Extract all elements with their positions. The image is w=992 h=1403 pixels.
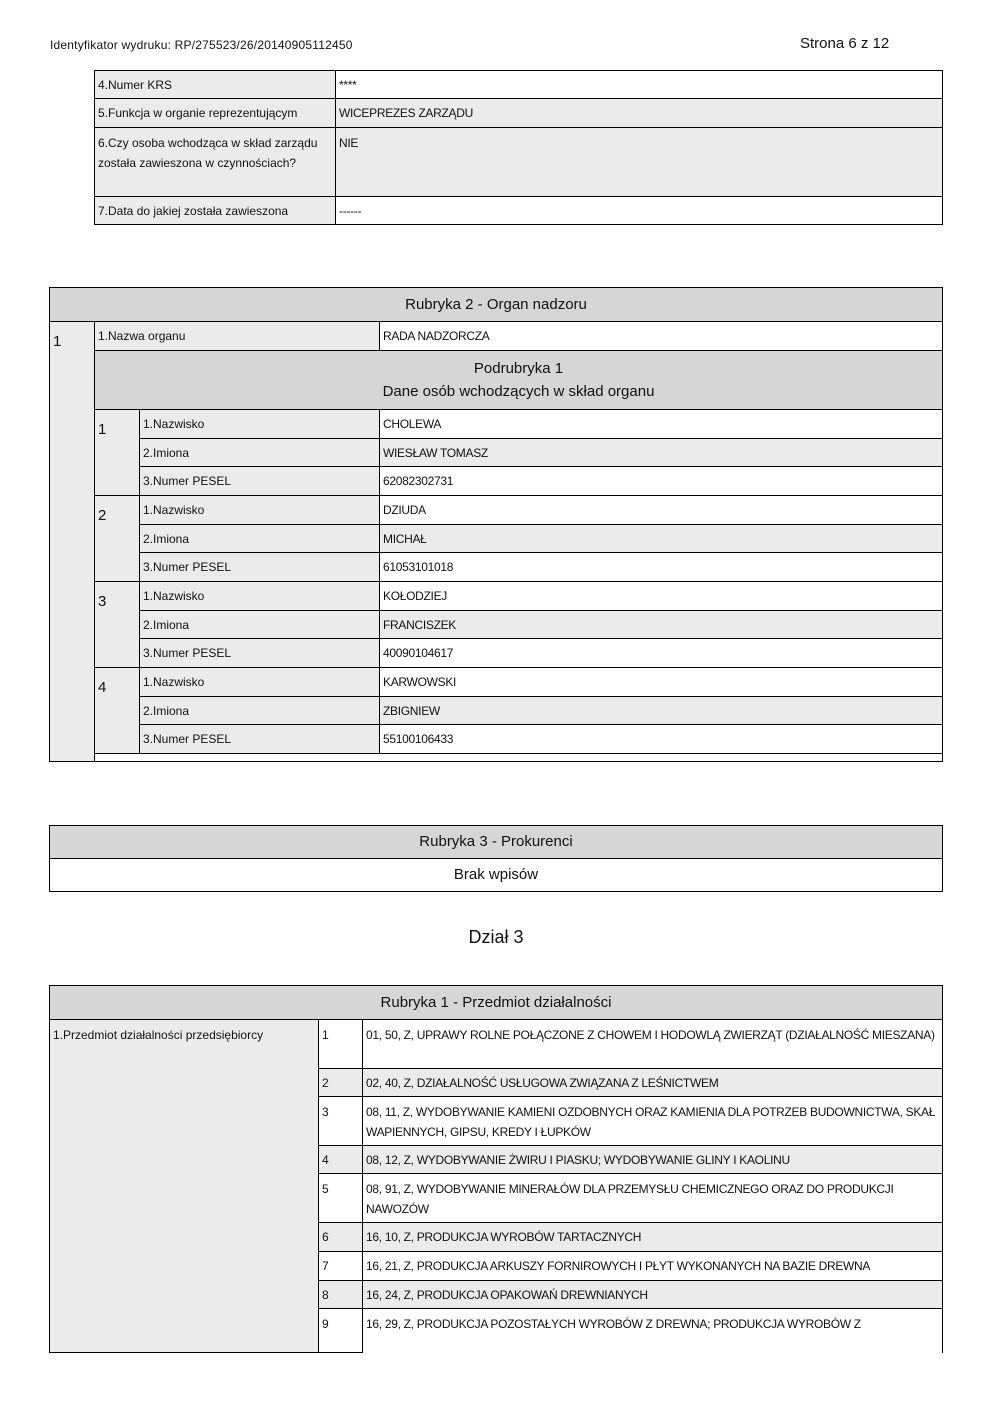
- names-value: ZBIGNIEW: [380, 697, 943, 725]
- krs-value: ****: [336, 71, 943, 99]
- activity-index: 2: [319, 1069, 363, 1097]
- surname-value: KOŁODZIEJ: [380, 582, 943, 611]
- person-row: [50, 668, 943, 697]
- pesel-value: 61053101018: [380, 553, 943, 582]
- activity-index: 1: [319, 1020, 363, 1069]
- person-row: [50, 410, 943, 439]
- print-identifier: Identyfikator wydruku: RP/275523/26/20140905112450: [50, 38, 353, 52]
- suspended-date-label: 7.Data do jakiej została zawieszona: [95, 197, 336, 225]
- surname-label: 1.Nazwisko: [140, 410, 380, 439]
- top-table: [94, 70, 943, 225]
- section-heading: Dział 3: [468, 927, 524, 947]
- pesel-value: 40090104617: [380, 639, 943, 668]
- activity-index: 7: [319, 1252, 363, 1281]
- rubryka-3-title: Rubryka 3 - Prokurenci: [50, 826, 943, 859]
- surname-label: 1.Nazwisko: [140, 582, 380, 611]
- activity-text: 16, 10, Z, PRODUKCJA WYROBÓW TARTACZNYCH: [363, 1223, 943, 1252]
- activity-text: 08, 11, Z, WYDOBYWANIE KAMIENI OZDOBNYCH ORAZ KAMIENIA DLA POTRZEB BUDOWNICTWA, SKAŁ WAPIENNYCH, GIPSU, KREDY I ŁUPKÓW: [363, 1097, 943, 1146]
- activity-text: 16, 21, Z, PRODUKCJA ARKUSZY FORNIROWYCH I PŁYT WYKONANYCH NA BAZIE DREWNA: [363, 1252, 943, 1281]
- activity-text: 08, 12, Z, WYDOBYWANIE ŻWIRU I PIASKU; WYDOBYWANIE GLINY I KAOLINU: [363, 1146, 943, 1174]
- activity-text: 08, 91, Z, WYDOBYWANIE MINERAŁÓW DLA PRZEMYSŁU CHEMICZNEGO ORAZ DO PRODUKCJI NAWOZÓW: [363, 1174, 943, 1223]
- rubryka-2-table: [49, 287, 943, 762]
- names-value: WIESŁAW TOMASZ: [380, 439, 943, 467]
- names-label: 2.Imiona: [140, 439, 380, 467]
- suspended-date-value: ------: [336, 197, 943, 225]
- person-index: 1: [95, 410, 140, 496]
- pesel-label: 3.Numer PESEL: [140, 639, 380, 668]
- organ-name-label: 1.Nazwa organu: [95, 322, 380, 351]
- activity-index: 8: [319, 1281, 363, 1309]
- surname-label: 1.Nazwisko: [140, 668, 380, 697]
- names-label: 2.Imiona: [140, 611, 380, 639]
- rubryka-2-footer-spacer: [95, 754, 943, 762]
- table-row: [50, 1020, 943, 1069]
- activity-label: 1.Przedmiot działalności przedsiębiorcy: [50, 1020, 319, 1353]
- suspended-value: NIE: [336, 128, 943, 197]
- person-row: [50, 582, 943, 611]
- organ-name-value: RADA NADZORCZA: [380, 322, 943, 351]
- rubryka-1-table: [49, 985, 943, 1353]
- activity-text: 16, 24, Z, PRODUKCJA OPAKOWAŃ DREWNIANYCH: [363, 1281, 943, 1309]
- pesel-value: 62082302731: [380, 467, 943, 496]
- names-label: 2.Imiona: [140, 525, 380, 553]
- rubryka-2-index: 1: [50, 322, 95, 762]
- podrubryka-number: Podrubryka 1: [473, 360, 564, 377]
- page-number: Strona 6 z 12: [800, 35, 890, 52]
- rubryka-2-title: Rubryka 2 - Organ nadzoru: [50, 288, 943, 322]
- names-label: 2.Imiona: [140, 697, 380, 725]
- activity-index: 5: [319, 1174, 363, 1223]
- person-index: 4: [95, 668, 140, 754]
- person-row: [50, 496, 943, 525]
- rubryka-1-title: Rubryka 1 - Przedmiot działalności: [50, 986, 943, 1020]
- podrubryka-subtitle: Dane osób wchodzących w skład organu: [382, 383, 655, 400]
- podrubryka-title: [95, 351, 943, 410]
- names-value: FRANCISZEK: [380, 611, 943, 639]
- pesel-label: 3.Numer PESEL: [140, 553, 380, 582]
- pesel-label: 3.Numer PESEL: [140, 725, 380, 754]
- person-index: 3: [95, 582, 140, 668]
- rubryka-3-empty: Brak wpisów: [50, 859, 943, 892]
- activity-index: 9: [319, 1309, 363, 1353]
- activity-text: 01, 50, Z, UPRAWY ROLNE POŁĄCZONE Z CHOWEM I HODOWLĄ ZWIERZĄT (DZIAŁALNOŚĆ MIESZANA): [363, 1020, 943, 1069]
- person-index: 2: [95, 496, 140, 582]
- surname-value: CHOLEWA: [380, 410, 943, 439]
- activity-text: 02, 40, Z, DZIAŁALNOŚĆ USŁUGOWA ZWIĄZANA Z LEŚNICTWEM: [363, 1069, 943, 1097]
- activity-index: 6: [319, 1223, 363, 1252]
- surname-value: KARWOWSKI: [380, 668, 943, 697]
- names-value: MICHAŁ: [380, 525, 943, 553]
- surname-label: 1.Nazwisko: [140, 496, 380, 525]
- krs-label: 4.Numer KRS: [95, 71, 336, 99]
- surname-value: DZIUDA: [380, 496, 943, 525]
- function-value: WICEPREZES ZARZĄDU: [336, 99, 943, 128]
- suspended-label: 6.Czy osoba wchodząca w skład zarządu została zawieszona w czynnościach?: [95, 128, 336, 197]
- rubryka-3-table: [49, 825, 943, 892]
- function-label: 5.Funkcja w organie reprezentującym: [95, 99, 336, 128]
- pesel-label: 3.Numer PESEL: [140, 467, 380, 496]
- activity-index: 3: [319, 1097, 363, 1146]
- activity-index: 4: [319, 1146, 363, 1174]
- pesel-value: 55100106433: [380, 725, 943, 754]
- activity-text: 16, 29, Z, PRODUKCJA POZOSTAŁYCH WYROBÓW Z DREWNA; PRODUKCJA WYROBÓW Z: [363, 1309, 943, 1353]
